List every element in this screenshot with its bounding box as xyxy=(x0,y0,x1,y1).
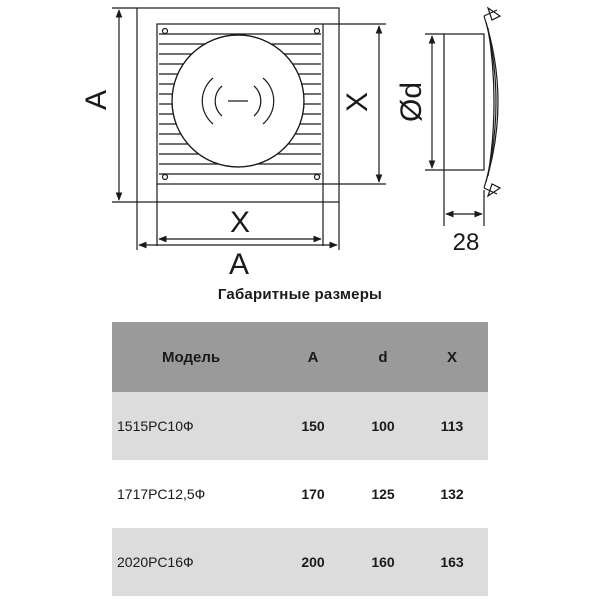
dim-a-vertical: A xyxy=(80,89,113,111)
dim-x-vertical: X xyxy=(341,91,374,113)
header-x: X xyxy=(446,348,457,366)
header-a: A xyxy=(307,348,319,366)
cell-x: 132 xyxy=(440,486,464,502)
grille-side-view xyxy=(444,8,500,196)
cell-a: 170 xyxy=(301,486,325,502)
cell-x: 113 xyxy=(440,418,464,434)
cell-model: 1515РС10Ф xyxy=(117,418,194,434)
dim-x-horizontal: X xyxy=(229,206,251,239)
cell-model: 2020РС16Ф xyxy=(117,554,194,570)
dim-a-horizontal: A xyxy=(228,248,250,281)
table-header-row xyxy=(112,322,488,392)
cell-a: 200 xyxy=(301,554,325,570)
section-title: Габаритные размеры xyxy=(217,286,383,303)
cell-d: 125 xyxy=(371,486,395,502)
cell-model: 1717РС12,5Ф xyxy=(117,486,206,502)
cell-a: 150 xyxy=(301,418,325,434)
header-d: d xyxy=(378,348,388,366)
cell-d: 160 xyxy=(371,554,395,570)
table-row xyxy=(112,460,488,528)
dimensions-table xyxy=(112,322,488,596)
table-row xyxy=(112,392,488,460)
header-model: Модель xyxy=(162,348,221,366)
cell-d: 100 xyxy=(371,418,395,434)
dim-diameter: Ød xyxy=(395,81,428,123)
cell-x: 163 xyxy=(440,554,464,570)
dim-depth: 28 xyxy=(452,229,480,256)
table-row xyxy=(112,528,488,596)
grille-front-view xyxy=(137,8,339,202)
technical-drawing xyxy=(0,0,600,290)
